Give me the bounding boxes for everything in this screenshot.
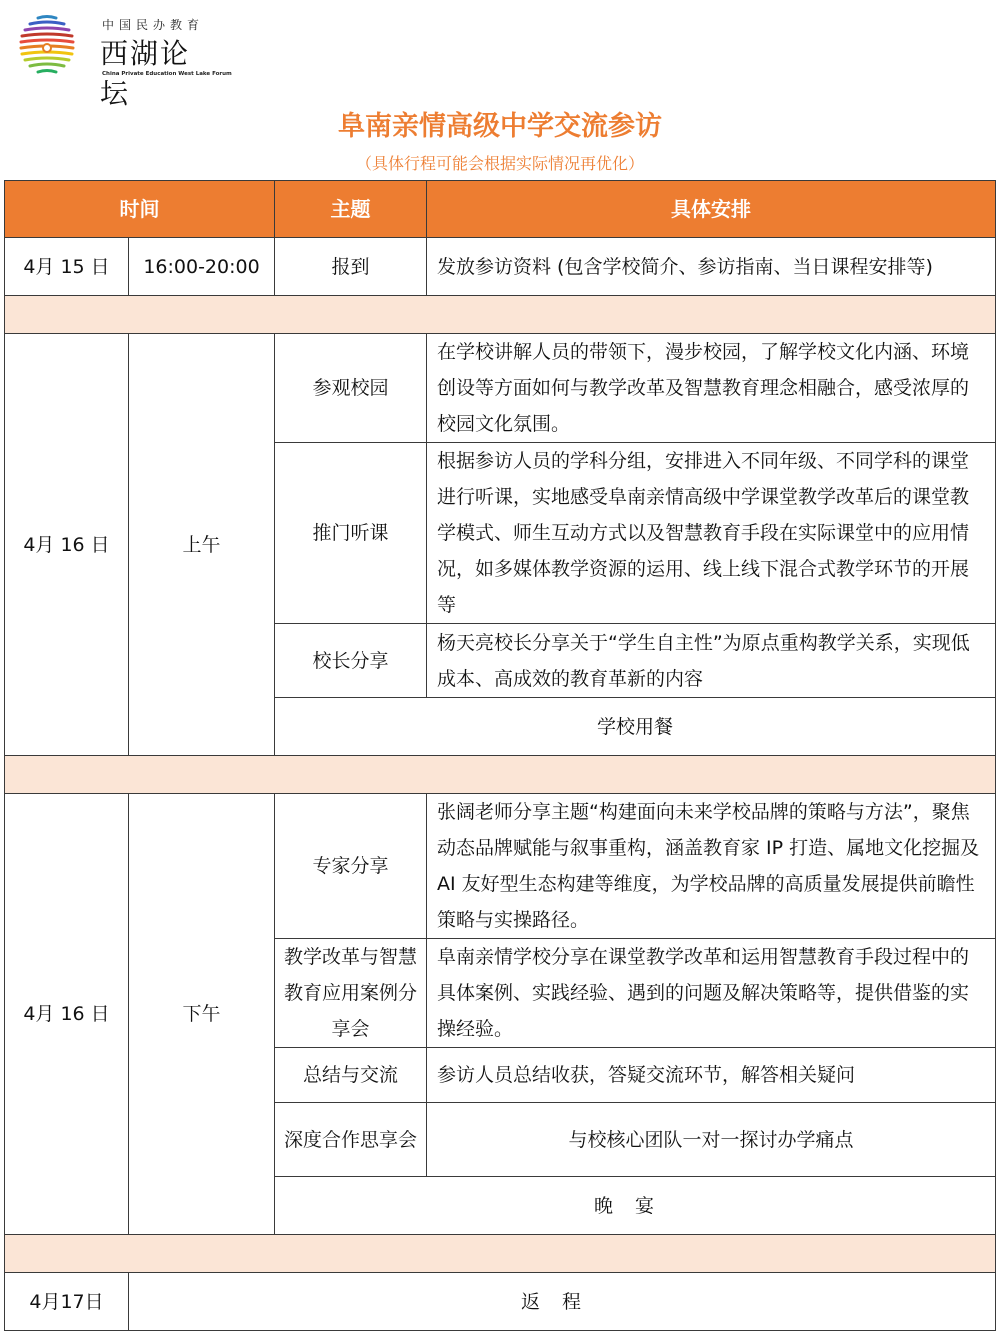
spacer-row bbox=[5, 1235, 996, 1273]
detail-cell: 张阔老师分享主题“构建面向未来学校品牌的策略与方法”，聚焦动态品牌赋能与叙事重构，涵盖教育家 IP 打造、属地文化挖掘及 AI 友好型生态构建等维度，为学校品牌的高质量发展提供前瞻性策略与实操路径。 bbox=[427, 794, 996, 939]
period-cell: 下午 bbox=[129, 794, 275, 1235]
topic-cell: 推门听课 bbox=[275, 443, 427, 624]
topic-cell: 校长分享 bbox=[275, 624, 427, 698]
table-row bbox=[5, 334, 996, 443]
header-time: 时间 bbox=[5, 181, 275, 238]
topic-cell: 参观校园 bbox=[275, 334, 427, 443]
table-row bbox=[5, 1273, 996, 1331]
page-subtitle: （具体行程可能会根据实际情况再优化） bbox=[355, 154, 644, 173]
page-title: 阜南亲情高级中学交流参访 bbox=[338, 111, 662, 142]
table-row bbox=[5, 794, 996, 939]
forum-logo bbox=[18, 8, 232, 110]
detail-cell: 返程 bbox=[129, 1273, 996, 1331]
detail-cell: 参访人员总结收获，答疑交流环节，解答相关疑问 bbox=[427, 1048, 996, 1103]
topic-cell: 专家分享 bbox=[275, 794, 427, 939]
schedule-table bbox=[4, 180, 996, 1331]
detail-cell: 发放参访资料 (包含学校简介、参访指南、当日课程安排等) bbox=[427, 238, 996, 296]
date-cell: 4月 16 日 bbox=[5, 334, 129, 756]
header-detail: 具体安排 bbox=[427, 181, 996, 238]
topic-cell: 报到 bbox=[275, 238, 427, 296]
topic-cell: 深度合作思享会 bbox=[275, 1103, 427, 1177]
logo-name: 西湖论坛 bbox=[100, 37, 191, 110]
forum-emblem-icon bbox=[18, 12, 76, 76]
dinner-cell: 晚宴 bbox=[275, 1177, 996, 1235]
spacer-row bbox=[5, 756, 996, 794]
date-cell: 4月 16 日 bbox=[5, 794, 129, 1235]
table-row bbox=[5, 238, 996, 296]
detail-cell: 与校核心团队一对一探讨办学痛点 bbox=[427, 1103, 996, 1177]
period-cell: 上午 bbox=[129, 334, 275, 756]
topic-cell: 总结与交流 bbox=[275, 1048, 427, 1103]
spacer-row bbox=[5, 296, 996, 334]
date-cell: 4月 15 日 bbox=[5, 238, 129, 296]
date-cell: 4月17日 bbox=[5, 1273, 129, 1331]
meal-cell: 学校用餐 bbox=[275, 698, 996, 756]
detail-cell: 根据参访人员的学科分组，安排进入不同年级、不同学科的课堂进行听课，实地感受阜南亲情高级中学课堂教学改革后的课堂教学模式、师生互动方式以及智慧教育手段在实际课堂中的应用情况，如多媒体教学资源的运用、线上线下混合式教学环节的开展等 bbox=[427, 443, 996, 624]
topic-cell: 教学改革与智慧教育应用案例分享会 bbox=[275, 939, 427, 1048]
logo-subtitle: 中国民办教育 bbox=[102, 18, 205, 32]
detail-cell: 在学校讲解人员的带领下，漫步校园，了解学校文化内涵、环境创设等方面如何与教学改革及智慧教育理念相融合，感受浓厚的校园文化氛围。 bbox=[427, 334, 996, 443]
detail-cell: 杨天亮校长分享关于“学生自主性”为原点重构教学关系，实现低成本、高成效的教育革新的内容 bbox=[427, 624, 996, 698]
header-topic: 主题 bbox=[275, 181, 427, 238]
time-cell: 16:00-20:00 bbox=[129, 238, 275, 296]
detail-cell: 阜南亲情学校分享在课堂教学改革和运用智慧教育手段过程中的具体案例、实践经验、遇到的问题及解决策略等，提供借鉴的实操经验。 bbox=[427, 939, 996, 1048]
logo-english: China Private Education West Lake Forum bbox=[102, 71, 232, 77]
table-header bbox=[5, 181, 996, 238]
